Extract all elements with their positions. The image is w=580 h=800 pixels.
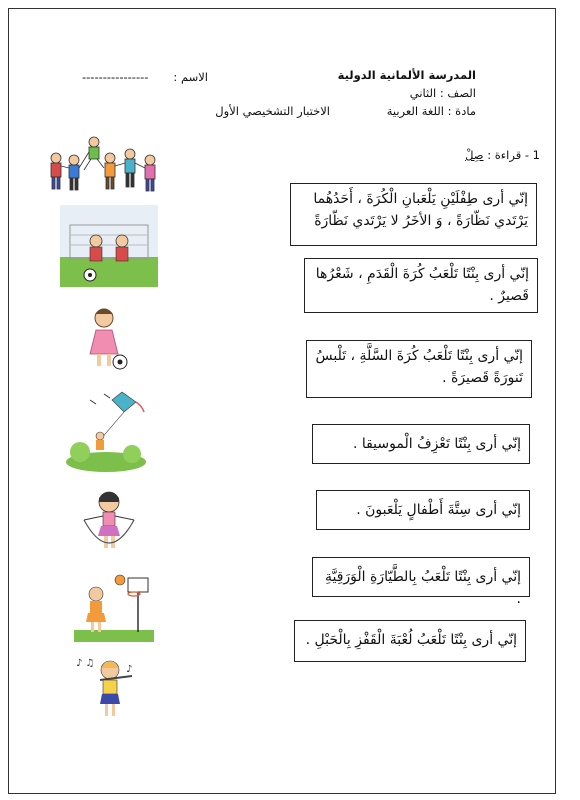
sentence-box-7[interactable] (294, 620, 526, 662)
subject-label: مادة : اللغة العربية (386, 104, 476, 118)
sentence-box-2[interactable] (304, 258, 538, 313)
name-label: الاسم : (173, 70, 208, 84)
sentence-line: تَنورَةً قَصيرَةً . (442, 370, 523, 387)
sentence-line: قَصيرٌ . (489, 288, 529, 305)
sentence-box-5[interactable] (316, 490, 530, 530)
kite-flying-picture[interactable] (60, 382, 152, 474)
sentence-line: يَرْتَدي نَظّارَةً ، وَ الأخَرُ لا يَرْتَدي نَظّارَةً (314, 213, 528, 230)
sentence-box-6[interactable] (312, 557, 530, 608)
section-number: 1 - (521, 148, 540, 162)
section-title (465, 148, 540, 162)
svg-text:♪ ♫: ♪ ♫ (76, 658, 95, 669)
jump-rope-picture[interactable] (66, 486, 152, 558)
school-name: المدرسة الألمانية الدولية (337, 68, 476, 82)
girl-football-picture[interactable] (60, 300, 152, 372)
sentence-line: إنّي أرى بِنْتًا تَلْعَبُ كُرَةَ الْقَدَمِ ، شَعْرُها (315, 266, 529, 282)
grade-label: الصف : الثاني (409, 86, 476, 100)
exam-title: الاختبار التشخيصي الأول (215, 104, 330, 118)
section-label: قراءة : (483, 148, 522, 162)
sentence-line: إنّي أرى بِنْتًا تَلْعَبُ لُعْبَةَ الْقَفْزِ بِالْحَبْلِ . (305, 632, 517, 648)
sentence-line: إنّي أرى بِنْتًا تَلْعَبُ بِالطَّيّارَةِ الْوَرَقِيَّةِ . (324, 569, 521, 608)
basketball-girl-picture[interactable] (74, 570, 154, 642)
name-blank[interactable]: ---------------- (82, 70, 149, 84)
sentence-box-1[interactable] (290, 183, 537, 246)
svg-text:♪: ♪ (126, 664, 133, 675)
sentence-line: إنّي أرى سِتَّةَ أَطْفالٍ يَلْعَبونَ . (356, 502, 521, 518)
sentence-line: إنّي أرى بِنْتًا تَلْعَبُ كُرَةَ السَّلَّةِ ، تَلْبسُ (315, 348, 523, 364)
sentence-box-3[interactable] (306, 340, 532, 398)
flute-girl-picture[interactable] (70, 652, 150, 724)
sentence-box-4[interactable] (312, 424, 530, 464)
sentence-line: إنّي أرى طِفْلَيْنِ يَلْعَبانِ الْكُرَةَ ، أَحَدُهُما (313, 191, 528, 207)
sentence-line: إنّي أرى بِنْتًا تَعْزِفُ الْموسيقا . (352, 436, 521, 452)
children-playing-picture[interactable] (44, 130, 164, 200)
section-instruction: صِلْ (465, 148, 484, 162)
boys-football-picture[interactable] (60, 205, 158, 287)
